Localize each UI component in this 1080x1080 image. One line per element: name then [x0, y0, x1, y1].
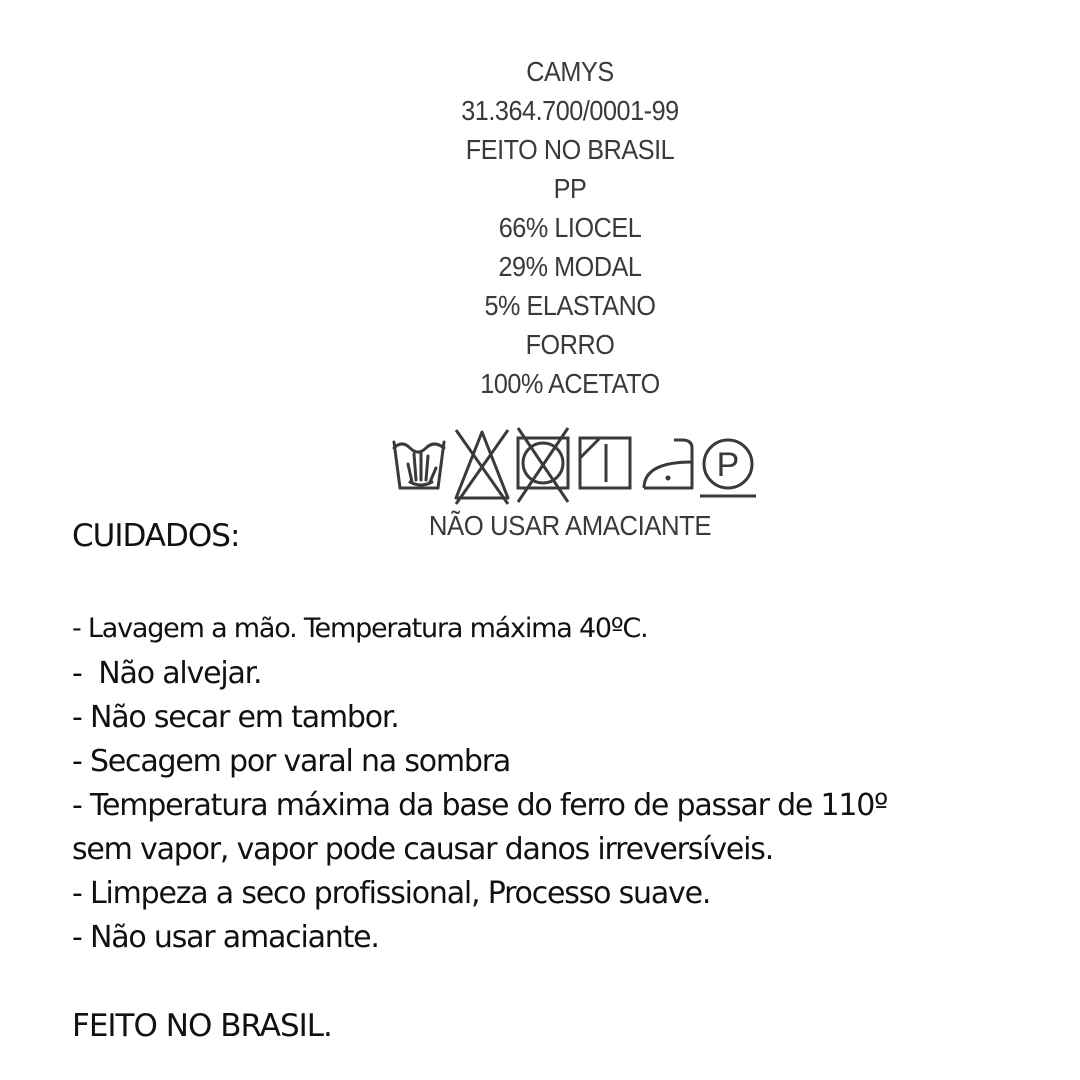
do-not-bleach-icon	[452, 424, 512, 506]
care-item-no-tumble: - Não secar em tambor.	[72, 700, 399, 735]
composition-1: 66% LIOCEL	[498, 212, 642, 243]
care-item-hand-wash: - Lavagem a mão. Temperatura máxima 40ºC.	[72, 613, 648, 644]
garment-label	[370, 52, 770, 403]
hand-wash-icon	[390, 424, 448, 496]
do-not-tumble-dry-icon	[514, 424, 572, 506]
professional-dry-clean-gentle-icon	[698, 424, 760, 506]
care-symbols	[390, 424, 760, 506]
care-title: CUIDADOS:	[72, 518, 240, 554]
lining-heading: FORRO	[525, 329, 615, 360]
care-item-no-softener: - Não usar amaciante.	[72, 920, 379, 955]
brand-name: CAMYS	[526, 56, 614, 87]
care-item-no-bleach: - Não alvejar.	[72, 656, 262, 691]
care-item-dry-clean: - Limpeza a seco profissional, Processo suave.	[72, 876, 711, 911]
line-dry-shade-icon	[576, 424, 634, 496]
care-item-shade-dry: - Secagem por varal na sombra	[72, 744, 511, 779]
dry-clean-letter: P	[716, 446, 740, 484]
care-footer: FEITO NO BRASIL.	[72, 1008, 332, 1044]
care-item-iron-cont: sem vapor, vapor pode causar danos irreversíveis.	[72, 832, 774, 867]
label-note: NÃO USAR AMACIANTE	[428, 510, 712, 541]
lining-composition: 100% ACETATO	[480, 368, 660, 399]
origin: FEITO NO BRASIL	[465, 134, 675, 165]
composition-3: 5% ELASTANO	[484, 290, 656, 321]
composition-2: 29% MODAL	[498, 251, 642, 282]
size: PP	[553, 173, 587, 204]
care-item-iron: - Temperatura máxima da base do ferro de passar de 110º	[72, 788, 888, 823]
company-id: 31.364.700/0001-99	[461, 95, 679, 126]
care-instructions	[72, 514, 1062, 1048]
iron-low-temp-icon	[638, 424, 698, 496]
care-list	[72, 606, 1062, 960]
